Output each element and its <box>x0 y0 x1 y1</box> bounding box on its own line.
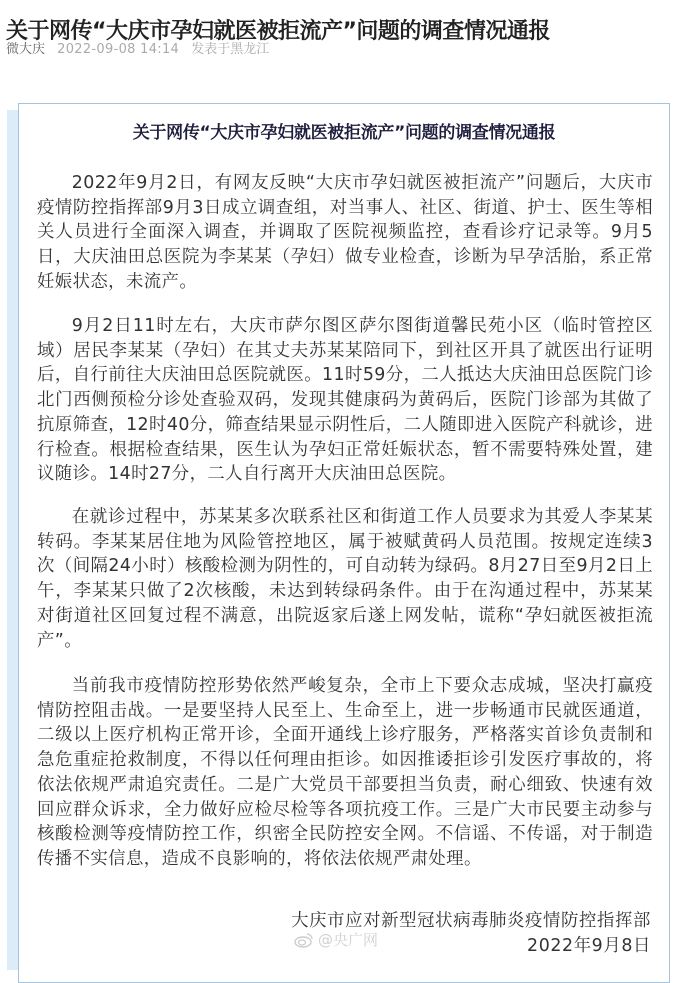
notice-card <box>18 103 670 983</box>
article-title: 关于网传“大庆市孕妇就医被拒流产”问题的调查情况通报 <box>6 18 550 44</box>
notice-paragraph-3: 在就诊过程中，苏某某多次联系社区和街道工作人员要求为其爱人李某某转码。李某某居住地为风险管控地区，属于被赋黄码人员范围。按规定连续3次（间隔24小时）核酸检测为阴性的，可自动转为绿码。8月27日至9月2日上午，李某某只做了2次核酸，未达到转绿码条件。由于在沟通过程中，苏某某对街道社区回复过程不满意，出院返家后遂上网发帖，谎称“孕妇就医被拒流产”。 <box>37 507 653 651</box>
publish-date: 2022-09-08 14:14 <box>57 42 180 57</box>
notice-paragraph-2: 9月2日11时左右，大庆市萨尔图区萨尔图街道馨民苑小区（临时管控区域）居民李某某（孕妇）在其丈夫苏某某陪同下，到社区开具了就医出行证明后，自行前往大庆油田总医院就医。11时59分，二人抵达大庆油田总医院门诊北门西侧预检分诊处查验双码，发现其健康码为黄码后，医院门诊部为其做了抗原筛查，12时40分，筛查结果显示阴性后，二人随即进入医院产科就诊，进行检查。根据检查结果，医生认为孕妇正常妊娠状态，暂不需要特殊处置，建议随诊。14时27分，二人自行离开大庆油田总医院。 <box>37 316 653 485</box>
signature-date: 2022年9月8日 <box>527 936 651 956</box>
publish-location: 发表于黑龙江 <box>191 42 270 57</box>
author-link[interactable]: 微大庆 <box>6 42 46 57</box>
watermark-text: @央广网 <box>318 931 379 949</box>
notice-paragraph-1: 2022年9月2日，有网友反映“大庆市孕妇就医被拒流产”问题后，大庆市疫情防控指挥部9月3日成立调查组，对当事人、社区、街道、护士、医生等相关人员进行全面深入调查，并调取了医院视频监控，查看诊疗记录等。9月5日，大庆油田总医院为李某某（孕妇）做专业检查，诊断为早孕活胎，系正常妊娠状态，未流产。 <box>37 173 653 292</box>
weibo-icon <box>294 932 314 948</box>
notice-title: 关于网传“大庆市孕妇就医被拒流产”问题的调查情况通报 <box>132 123 556 143</box>
signature-org: 大庆市应对新型冠状病毒肺炎疫情防控指挥部 <box>291 911 651 931</box>
notice-paragraph-4: 当前我市疫情防控形势依然严峻复杂，全市上下要众志成城，坚决打赢疫情防控阻击战。一是要坚持人民至上、生命至上，进一步畅通市民就医通道，二级以上医疗机构正常开诊，全面开通线上诊疗服务，严格落实首诊负责制和急危重症抢救制度，不得以任何理由拒诊。如因推诿拒诊引发医疗事故的，将依法依规严肃追究责任。二是广大党员干部要担当负责，耐心细致、快速有效回应群众诉求，全力做好应检尽检等各项抗疫工作。三是广大市民要主动参与核酸检测等疫情防控工作，织密全民防控安全网。不信谣、不传谣，对于制造传播不实信息，造成不良影响的，将依法依规严肃处理。 <box>37 676 653 869</box>
watermark <box>294 929 378 950</box>
article-meta <box>6 40 269 60</box>
